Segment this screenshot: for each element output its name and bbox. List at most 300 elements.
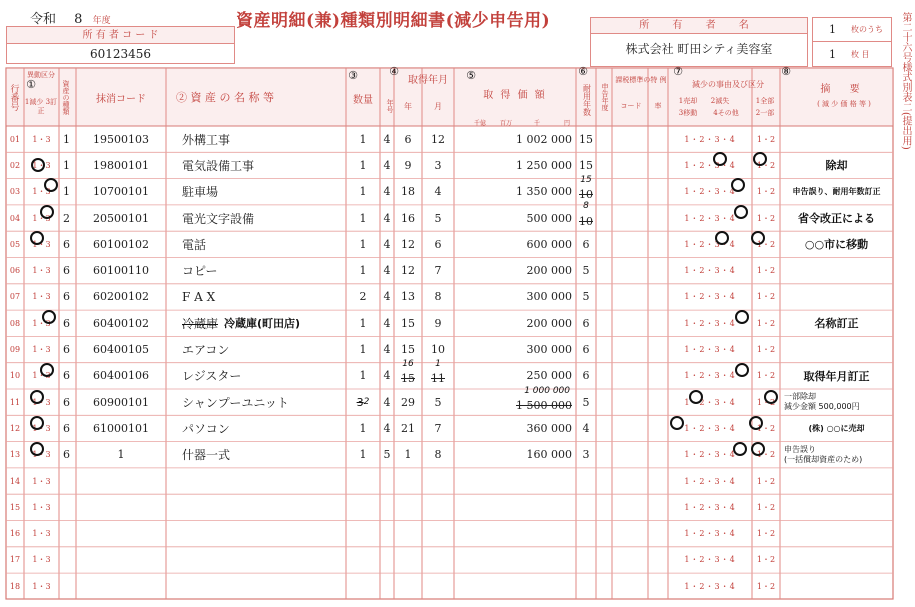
scope-options[interactable]: 1・2 bbox=[756, 187, 776, 197]
acq-era[interactable]: 4 bbox=[383, 343, 391, 357]
asset-type[interactable] bbox=[59, 573, 74, 599]
asset-type[interactable]: 6 bbox=[63, 421, 70, 435]
move-type[interactable]: 1・3 bbox=[32, 371, 51, 381]
scope-options[interactable]: 1・2 bbox=[756, 345, 776, 355]
acq-year[interactable]: 21 bbox=[401, 421, 415, 435]
acq-month[interactable] bbox=[422, 358, 454, 389]
note[interactable]: (株) ○○に売却 bbox=[808, 423, 865, 433]
acq-year[interactable] bbox=[394, 573, 422, 599]
asset-name[interactable] bbox=[182, 547, 352, 573]
acq-price[interactable]: 300 000 bbox=[526, 290, 572, 304]
col-row-no: 行番号 bbox=[8, 83, 19, 111]
scope-options[interactable]: 1・2 bbox=[756, 423, 776, 433]
acq-year[interactable]: 1 bbox=[404, 448, 412, 462]
useful-life[interactable]: 6 bbox=[582, 343, 590, 357]
asset-name[interactable]: 電気設備工事 bbox=[182, 158, 255, 173]
reason-options[interactable]: 1・2・3・4 bbox=[684, 371, 736, 381]
row-number: 05 bbox=[9, 239, 21, 249]
reason-options[interactable]: 1・2・3・4 bbox=[684, 134, 736, 144]
table-row bbox=[6, 200, 893, 231]
reason-options[interactable]: 1・2・3・4 bbox=[684, 502, 736, 512]
move-type[interactable]: 1・3 bbox=[32, 450, 51, 460]
reason-options[interactable]: 1・2・3・4 bbox=[684, 292, 736, 302]
useful-life[interactable] bbox=[576, 200, 596, 231]
acq-year[interactable] bbox=[394, 358, 422, 389]
acq-month-fix: 1 bbox=[435, 358, 441, 369]
row-number: 03 bbox=[9, 187, 21, 197]
acq-era[interactable]: 4 bbox=[383, 158, 391, 172]
asset-name[interactable]: F A X bbox=[182, 289, 216, 304]
move-circle-num: ① bbox=[26, 77, 36, 91]
col-acq: 取得年月 bbox=[408, 74, 448, 86]
quantity[interactable]: 1 bbox=[359, 211, 367, 225]
table-row bbox=[6, 521, 893, 547]
reason-options[interactable]: 1・2・3・4 bbox=[684, 529, 736, 539]
asset-name[interactable]: エアコン bbox=[182, 343, 230, 358]
asset-type[interactable]: 6 bbox=[63, 316, 70, 330]
owner-code-label: 所 有 者 コ ー ド bbox=[7, 27, 234, 44]
scope-options[interactable]: 1・2 bbox=[756, 213, 776, 223]
asset-code[interactable]: 1 bbox=[117, 448, 125, 462]
table-row bbox=[6, 547, 893, 573]
acq-year[interactable] bbox=[394, 521, 422, 547]
scope-options[interactable]: 1・2 bbox=[756, 134, 776, 144]
acq-price[interactable]: 1 350 000 bbox=[516, 185, 572, 199]
acq-month[interactable] bbox=[422, 468, 454, 494]
acq-price[interactable]: 300 000 bbox=[526, 343, 572, 357]
reason-options[interactable]: 1・2・3・4 bbox=[684, 187, 736, 197]
scope-options[interactable]: 1・2 bbox=[756, 529, 776, 539]
move-type[interactable]: 1・3 bbox=[32, 266, 51, 276]
move-type[interactable]: 1・3 bbox=[32, 581, 51, 591]
row-number: 04 bbox=[9, 213, 21, 223]
acq-price[interactable]: 200 000 bbox=[526, 264, 572, 278]
year-label: 年度 bbox=[92, 16, 111, 26]
acq-era[interactable] bbox=[380, 494, 394, 520]
page-total[interactable]: 1 bbox=[829, 23, 836, 36]
asset-code[interactable] bbox=[76, 547, 166, 573]
asset-code[interactable]: 60900101 bbox=[93, 395, 149, 409]
asset-code[interactable]: 60400102 bbox=[93, 316, 149, 330]
move-type[interactable]: 1・3 bbox=[32, 187, 51, 197]
asset-type[interactable]: 6 bbox=[63, 290, 70, 304]
asset-type[interactable] bbox=[59, 521, 74, 547]
note[interactable] bbox=[780, 284, 893, 310]
note[interactable] bbox=[780, 494, 893, 520]
useful-life[interactable]: 5 bbox=[582, 290, 590, 304]
asset-type[interactable] bbox=[59, 468, 74, 494]
useful-life-old: 10 bbox=[579, 188, 593, 202]
acq-year[interactable] bbox=[394, 494, 422, 520]
row-number: 01 bbox=[9, 134, 21, 144]
reason-options[interactable]: 1・2・3・4 bbox=[684, 318, 736, 328]
acq-era[interactable]: 4 bbox=[383, 185, 391, 199]
reason-options[interactable]: 1・2・3・4 bbox=[684, 160, 736, 170]
acq-month[interactable]: 6 bbox=[434, 237, 442, 251]
acq-year[interactable]: 12 bbox=[401, 237, 415, 251]
row-number: 09 bbox=[9, 345, 21, 355]
acq-year[interactable]: 13 bbox=[401, 290, 415, 304]
col-mo: 月 bbox=[434, 101, 442, 111]
asset-name-old: 冷蔵庫 bbox=[182, 316, 219, 331]
acq-era[interactable] bbox=[380, 573, 394, 599]
owner-name-value[interactable]: 株式会社 町田シティ美容室 bbox=[625, 42, 773, 56]
scope-options[interactable]: 1・2 bbox=[756, 239, 776, 249]
asset-code[interactable]: 61000101 bbox=[93, 421, 149, 435]
reason-options[interactable]: 1・2・3・4 bbox=[684, 239, 736, 249]
acq-month[interactable]: 7 bbox=[434, 421, 442, 435]
reason-opt-3: 3移動 bbox=[678, 109, 698, 117]
acq-era[interactable]: 4 bbox=[383, 237, 391, 251]
useful-life[interactable]: 6 bbox=[582, 369, 590, 383]
acq-year[interactable]: 29 bbox=[401, 395, 415, 409]
useful-life[interactable] bbox=[576, 573, 596, 599]
acq-month[interactable] bbox=[422, 547, 454, 573]
asset-type[interactable]: 6 bbox=[63, 448, 70, 462]
acq-year[interactable]: 15 bbox=[401, 343, 415, 357]
note-line-2: (一括償却資産のため) bbox=[784, 454, 863, 464]
move-type[interactable]: 1・3 bbox=[32, 502, 51, 512]
table-row bbox=[6, 336, 893, 362]
useful-life[interactable]: 15 bbox=[579, 158, 593, 172]
quantity[interactable] bbox=[346, 389, 380, 415]
move-type[interactable]: 1・3 bbox=[32, 213, 51, 223]
col-code: 抹消コード bbox=[96, 93, 146, 105]
acq-year-old: 15 bbox=[401, 372, 415, 386]
acq-month[interactable]: 12 bbox=[431, 132, 445, 146]
row-number: 08 bbox=[9, 318, 21, 328]
reason-options[interactable]: 1・2・3・4 bbox=[684, 213, 736, 223]
move-type[interactable]: 1・3 bbox=[32, 423, 51, 433]
move-type[interactable]: 1・3 bbox=[32, 529, 51, 539]
note-line-1: 申告誤り bbox=[784, 444, 816, 454]
table-row bbox=[6, 231, 893, 257]
useful-life-old: 10 bbox=[579, 214, 593, 228]
note[interactable] bbox=[780, 573, 893, 599]
useful-life[interactable]: 5 bbox=[582, 395, 590, 409]
scope-options[interactable]: 1・2 bbox=[756, 266, 776, 276]
scope-options[interactable]: 1・2 bbox=[756, 318, 776, 328]
row-number: 15 bbox=[9, 502, 21, 512]
acq-year[interactable]: 16 bbox=[401, 211, 415, 225]
asset-code[interactable]: 20500101 bbox=[93, 211, 149, 225]
asset-code[interactable]: 60400106 bbox=[93, 369, 149, 383]
asset-type[interactable]: 6 bbox=[63, 369, 70, 383]
acq-era[interactable] bbox=[380, 521, 394, 547]
asset-code[interactable] bbox=[76, 521, 166, 547]
reason-options[interactable]: 1・2・3・4 bbox=[684, 555, 736, 565]
asset-name[interactable]: 外構工事 bbox=[182, 132, 231, 147]
reason-options[interactable]: 1・2・3・4 bbox=[684, 476, 736, 486]
reason-options[interactable]: 1・2・3・4 bbox=[684, 397, 736, 407]
quantity[interactable]: 1 bbox=[359, 343, 367, 357]
table-row bbox=[6, 284, 893, 310]
asset-code[interactable]: 60100110 bbox=[93, 264, 149, 278]
acq-year[interactable] bbox=[394, 468, 422, 494]
asset-name[interactable]: パソコン bbox=[182, 421, 230, 436]
header-row bbox=[6, 64, 893, 126]
acq-month[interactable]: 9 bbox=[434, 316, 442, 330]
asset-name[interactable]: レジスター bbox=[182, 369, 242, 384]
quantity[interactable] bbox=[346, 468, 380, 494]
acq-era[interactable]: 4 bbox=[383, 395, 391, 409]
reason-options[interactable]: 1・2・3・4 bbox=[684, 581, 736, 591]
useful-life[interactable]: 5 bbox=[582, 264, 590, 278]
table-row bbox=[6, 310, 893, 336]
table-row bbox=[6, 494, 893, 520]
reason-options[interactable]: 1・2・3・4 bbox=[684, 266, 736, 276]
acq-price[interactable] bbox=[454, 573, 572, 599]
acq-month[interactable]: 8 bbox=[434, 448, 442, 462]
acq-era[interactable]: 4 bbox=[383, 132, 391, 146]
col-qty: 数量 bbox=[353, 94, 373, 106]
asset-code[interactable]: 19500103 bbox=[93, 132, 149, 146]
scope-options[interactable]: 1・2 bbox=[756, 371, 776, 381]
quantity-fix: 2 bbox=[363, 397, 370, 408]
asset-name[interactable]: 電光文字設備 bbox=[182, 211, 255, 226]
table-row bbox=[6, 468, 893, 494]
useful-life[interactable]: 4 bbox=[582, 421, 590, 435]
col-qty-num: ③ bbox=[348, 68, 358, 82]
move-type[interactable]: 1・3 bbox=[32, 160, 51, 170]
scope-opt-1: 1全部 bbox=[755, 97, 775, 105]
acq-price[interactable] bbox=[454, 547, 572, 573]
acq-year[interactable] bbox=[394, 547, 422, 573]
move-type[interactable]: 1・3 bbox=[32, 345, 51, 355]
useful-life[interactable] bbox=[576, 521, 596, 547]
move-type[interactable]: 1・3 bbox=[32, 476, 51, 486]
quantity[interactable] bbox=[346, 547, 380, 573]
acq-price[interactable] bbox=[454, 494, 572, 520]
acq-month[interactable]: 5 bbox=[434, 395, 442, 409]
acq-month[interactable] bbox=[422, 521, 454, 547]
reason-opt-1: 1売却 bbox=[678, 97, 698, 105]
quantity[interactable]: 1 bbox=[359, 132, 367, 146]
quantity[interactable]: 1 bbox=[359, 421, 367, 435]
acq-price-old: 1 500 000 bbox=[516, 398, 572, 412]
col-move-sub: 1減少 3訂正 bbox=[24, 98, 58, 115]
acq-price[interactable]: 200 000 bbox=[526, 316, 572, 330]
useful-life[interactable] bbox=[576, 547, 596, 573]
move-type[interactable]: 1・3 bbox=[32, 134, 51, 144]
useful-life[interactable] bbox=[576, 494, 596, 520]
col-asset-type: 資産の種類 bbox=[62, 79, 70, 115]
col-tax-code: コード bbox=[620, 102, 642, 110]
quantity-old: 3 bbox=[356, 395, 364, 409]
note[interactable]: ○○市に移動 bbox=[804, 238, 869, 252]
move-type[interactable]: 1・3 bbox=[32, 397, 51, 407]
acq-era[interactable]: 4 bbox=[383, 369, 391, 383]
year-value[interactable]: 8 bbox=[74, 12, 83, 27]
asset-type[interactable]: 6 bbox=[63, 237, 70, 251]
acq-month[interactable] bbox=[422, 494, 454, 520]
note[interactable]: 名称訂正 bbox=[814, 317, 859, 331]
acq-year[interactable]: 15 bbox=[401, 316, 415, 330]
useful-life[interactable]: 6 bbox=[582, 316, 590, 330]
col-tax: 課税標準の特 例 bbox=[615, 75, 667, 84]
col-note: 摘 要 bbox=[820, 83, 868, 95]
asset-name[interactable] bbox=[182, 521, 352, 547]
reason-options[interactable]: 1・2・3・4 bbox=[684, 423, 736, 433]
useful-life-fix: 15 bbox=[580, 174, 592, 185]
asset-type[interactable] bbox=[59, 494, 74, 520]
col-reason-num: ⑦ bbox=[673, 64, 683, 78]
asset-name[interactable] bbox=[182, 494, 352, 520]
scope-options[interactable]: 1・2 bbox=[756, 450, 776, 460]
reason-options[interactable]: 1・2・3・4 bbox=[684, 450, 736, 460]
scope-options[interactable]: 1・2 bbox=[756, 476, 776, 486]
asset-code[interactable]: 60400105 bbox=[93, 343, 149, 357]
asset-code[interactable]: 60100102 bbox=[93, 237, 149, 251]
acq-year-fix: 16 bbox=[402, 358, 414, 369]
page-number-label: 枚 目 bbox=[851, 49, 870, 59]
acq-era[interactable]: 4 bbox=[383, 421, 391, 435]
reason-options[interactable]: 1・2・3・4 bbox=[684, 345, 736, 355]
acq-era[interactable] bbox=[380, 468, 394, 494]
asset-type[interactable]: 1 bbox=[63, 158, 70, 172]
acq-era[interactable]: 4 bbox=[383, 264, 391, 278]
row-number: 07 bbox=[9, 292, 21, 302]
note[interactable]: 除却 bbox=[825, 159, 848, 173]
move-type[interactable]: 1・3 bbox=[32, 318, 51, 328]
quantity[interactable]: 1 bbox=[359, 237, 367, 251]
owner-name-label: 所 有 者 名 bbox=[591, 18, 807, 34]
acq-year[interactable]: 6 bbox=[404, 132, 412, 146]
acq-era[interactable] bbox=[380, 547, 394, 573]
note[interactable]: 省令改正による bbox=[798, 212, 875, 226]
useful-life[interactable]: 15 bbox=[579, 132, 593, 146]
asset-name[interactable] bbox=[182, 468, 352, 494]
move-type[interactable]: 1・3 bbox=[32, 292, 51, 302]
acq-month[interactable]: 5 bbox=[434, 211, 442, 225]
acq-month[interactable]: 10 bbox=[431, 343, 445, 357]
acq-price[interactable] bbox=[454, 468, 572, 494]
col-life: 耐用年数 bbox=[582, 84, 592, 116]
acq-era[interactable]: 5 bbox=[383, 448, 391, 462]
acq-price[interactable]: 1 250 000 bbox=[516, 158, 572, 172]
useful-life-fix: 8 bbox=[583, 200, 589, 211]
asset-type[interactable] bbox=[59, 547, 74, 573]
table-row bbox=[6, 415, 893, 441]
acq-price[interactable]: 160 000 bbox=[526, 448, 572, 462]
asset-code[interactable]: 19800101 bbox=[93, 158, 149, 172]
note[interactable] bbox=[780, 547, 893, 573]
table-row bbox=[6, 442, 893, 468]
acq-price[interactable]: 360 000 bbox=[526, 421, 572, 435]
col-price: 取 得 価 額 bbox=[483, 89, 547, 101]
asset-name[interactable]: シャンプーユニット bbox=[182, 395, 289, 410]
useful-life[interactable] bbox=[576, 468, 596, 494]
acq-price[interactable]: 600 000 bbox=[526, 237, 572, 251]
acq-month[interactable] bbox=[422, 573, 454, 599]
acq-era[interactable]: 4 bbox=[383, 211, 391, 225]
quantity[interactable]: 1 bbox=[359, 316, 367, 330]
page-number[interactable]: 1 bbox=[829, 47, 836, 61]
owner-code-value[interactable]: 60123456 bbox=[89, 47, 152, 61]
row-number: 06 bbox=[9, 266, 21, 276]
note[interactable] bbox=[784, 389, 893, 415]
col-declared: 申告年度 bbox=[601, 83, 609, 111]
asset-code[interactable] bbox=[76, 468, 166, 494]
quantity[interactable] bbox=[346, 573, 380, 599]
asset-name[interactable] bbox=[182, 573, 352, 599]
acq-era[interactable]: 4 bbox=[383, 290, 391, 304]
table-row bbox=[6, 174, 893, 205]
asset-name[interactable]: コピー bbox=[182, 264, 218, 279]
note[interactable] bbox=[780, 468, 893, 494]
asset-name[interactable] bbox=[182, 310, 352, 336]
col-price-num: ⑤ bbox=[466, 68, 476, 82]
move-type[interactable]: 1・3 bbox=[32, 555, 51, 565]
scope-options[interactable]: 1・2 bbox=[756, 160, 776, 170]
col-note-sub: ( 減 少 価 格 等 ) bbox=[817, 100, 871, 108]
acq-month[interactable]: 7 bbox=[434, 264, 442, 278]
asset-code[interactable] bbox=[76, 494, 166, 520]
useful-life[interactable]: 3 bbox=[582, 448, 590, 462]
quantity[interactable]: 1 bbox=[359, 264, 367, 278]
acq-price[interactable] bbox=[454, 386, 572, 415]
note[interactable]: 取得年月訂正 bbox=[803, 369, 870, 383]
note[interactable] bbox=[780, 126, 893, 152]
note[interactable] bbox=[780, 258, 893, 284]
asset-type[interactable]: 2 bbox=[63, 211, 70, 225]
quantity[interactable] bbox=[346, 494, 380, 520]
asset-code[interactable]: 10700101 bbox=[93, 185, 149, 199]
asset-type[interactable]: 1 bbox=[63, 132, 70, 146]
scope-options[interactable]: 1・2 bbox=[756, 581, 776, 591]
quantity[interactable]: 1 bbox=[359, 448, 367, 462]
acq-month[interactable]: 4 bbox=[434, 185, 442, 199]
col-note-num: ⑧ bbox=[781, 64, 791, 78]
acq-month[interactable]: 8 bbox=[434, 290, 442, 304]
acq-price[interactable] bbox=[454, 521, 572, 547]
note[interactable]: 申告誤り、耐用年数訂正 bbox=[792, 187, 881, 197]
note[interactable] bbox=[780, 336, 893, 362]
asset-name[interactable]: 什器一式 bbox=[182, 448, 231, 463]
scope-options[interactable]: 1・2 bbox=[756, 555, 776, 565]
acq-year[interactable]: 18 bbox=[401, 185, 415, 199]
acq-year[interactable]: 9 bbox=[404, 158, 412, 172]
asset-code[interactable] bbox=[76, 573, 166, 599]
asset-name[interactable]: 電話 bbox=[182, 237, 207, 252]
quantity[interactable]: 1 bbox=[359, 158, 367, 172]
move-type[interactable]: 1・3 bbox=[32, 239, 51, 249]
table-row bbox=[6, 386, 893, 415]
asset-type[interactable]: 6 bbox=[63, 343, 70, 357]
quantity[interactable] bbox=[346, 521, 380, 547]
acq-price[interactable]: 500 000 bbox=[526, 211, 572, 225]
asset-name[interactable]: 駐車場 bbox=[182, 185, 219, 200]
quantity[interactable]: 1 bbox=[359, 185, 367, 199]
note[interactable] bbox=[780, 521, 893, 547]
quantity[interactable]: 2 bbox=[359, 290, 367, 304]
acq-price[interactable]: 1 002 000 bbox=[516, 132, 572, 146]
quantity[interactable]: 1 bbox=[359, 369, 367, 383]
acq-price[interactable]: 250 000 bbox=[526, 369, 572, 383]
asset-type[interactable]: 6 bbox=[63, 264, 70, 278]
acq-year[interactable]: 12 bbox=[401, 264, 415, 278]
note[interactable] bbox=[784, 442, 893, 468]
scope-options[interactable]: 1・2 bbox=[756, 292, 776, 302]
acq-month[interactable]: 3 bbox=[434, 158, 442, 172]
asset-type[interactable]: 6 bbox=[63, 395, 70, 409]
asset-code[interactable]: 60200102 bbox=[93, 290, 149, 304]
asset-type[interactable]: 1 bbox=[63, 185, 70, 199]
scope-options[interactable]: 1・2 bbox=[756, 502, 776, 512]
acq-era[interactable]: 4 bbox=[383, 316, 391, 330]
useful-life[interactable]: 6 bbox=[582, 237, 590, 251]
scope-options[interactable]: 1・2 bbox=[756, 397, 776, 407]
